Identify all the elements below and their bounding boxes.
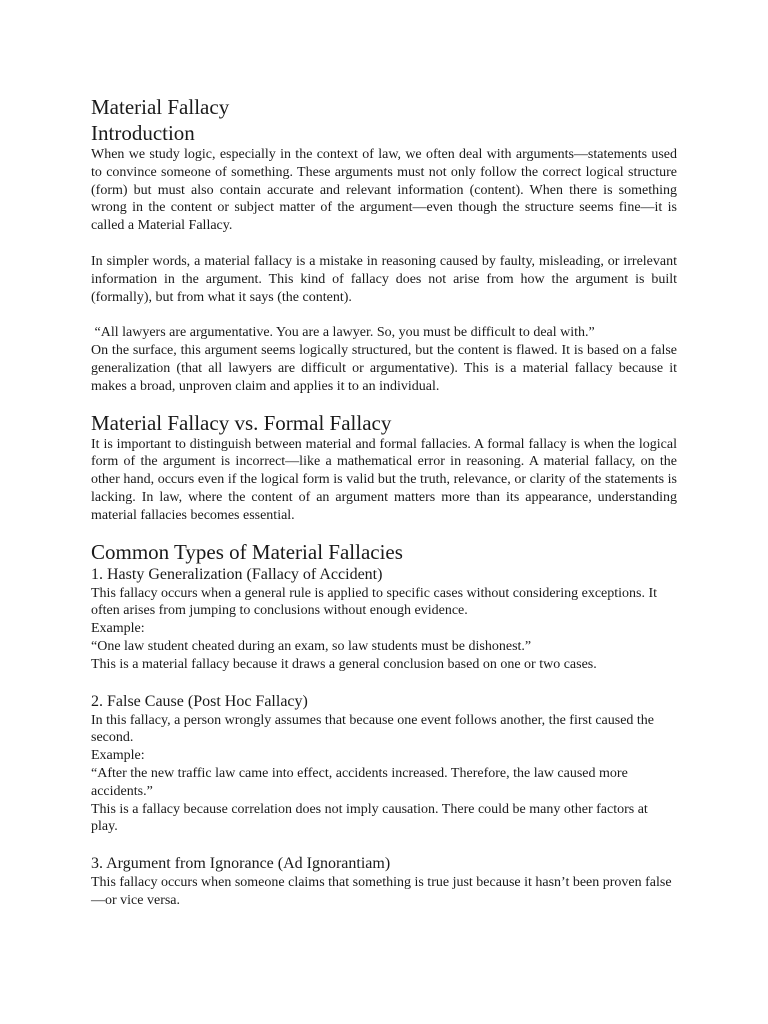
- type2-example: “After the new traffic law came into effect, accidents increased. Therefore, the law caused more accidents.”: [91, 765, 628, 799]
- section-spacer: [91, 396, 677, 410]
- type3-heading: 3. Argument from Ignorance (Ad Ignorantiam): [91, 855, 391, 873]
- document-title: Material Fallacy: [91, 95, 230, 119]
- section-spacer: [91, 525, 677, 539]
- type1-example-label: Example:: [91, 621, 145, 637]
- type1-description: This fallacy occurs when a general rule is applied to specific cases without considering exceptions. It often arises from jumping to conclusions without enough evidence.: [91, 585, 658, 619]
- type2-note: This is a fallacy because correlation does not imply causation. There could be many other factors at play.: [91, 801, 648, 835]
- type2-heading: 2. False Cause (Post Hoc Fallacy): [91, 692, 308, 710]
- paragraph-spacer: [91, 235, 677, 253]
- type1-heading: 1. Hasty Generalization (Fallacy of Accident): [91, 565, 383, 583]
- intro-heading: Introduction: [91, 121, 195, 145]
- paragraph-spacer: [91, 836, 677, 854]
- vs-heading: Material Fallacy vs. Formal Fallacy: [91, 410, 392, 435]
- intro-paragraph-3: On the surface, this argument seems logically structured, but the content is flawed. It is based on a false generalization (that all lawyers are difficult or argumentative). This is a material fallacy because it makes a broad, unproven claim and applies it to an individual.: [91, 343, 677, 394]
- type1-note: This is a material fallacy because it draws a general conclusion based on one or two cases.: [91, 656, 597, 672]
- document-page: [91, 94, 677, 910]
- paragraph-spacer: [91, 674, 677, 692]
- types-heading: Common Types of Material Fallacies: [91, 539, 403, 564]
- type3-description: This fallacy occurs when someone claims that something is true just because it hasn’t been proven false—or vice versa.: [91, 875, 672, 908]
- intro-quote: “All lawyers are argumentative. You are a lawyer. So, you must be difficult to deal with.”: [91, 325, 595, 341]
- type2-description: In this fallacy, a person wrongly assumes that because one event follows another, the first caused the second.: [91, 712, 655, 746]
- type1-example: “One law student cheated during an exam, so law students must be dishonest.”: [91, 638, 532, 654]
- intro-paragraph-2: In simpler words, a material fallacy is a mistake in reasoning caused by faulty, misleading, or irrelevant information in the argument. This kind of fallacy does not arise from how the argument is built (formally), but from what it says (the content).: [91, 253, 677, 305]
- type2-example-label: Example:: [91, 748, 145, 764]
- intro-paragraph-1: When we study logic, especially in the context of law, we often deal with arguments—statements used to convince someone of something. These arguments must not only follow the correct logical structure (form) but must also contain accurate and relevant information (content). When there is something wrong in the content or subject matter of the argument—even though the structure seems fine—it is called a Material Fallacy.: [91, 147, 677, 234]
- vs-paragraph: It is important to distinguish between material and formal fallacies. A formal fallacy is when the logical form of the argument is incorrect—like a mathematical error in reasoning. A material fallacy, on the other hand, occurs even if the logical form is valid but the truth, relevance, or clarity of the statements is lacking. In law, where the content of an argument matters more than its appearance, understanding material fallacies becomes essential.: [91, 436, 677, 523]
- paragraph-spacer: [91, 306, 677, 324]
